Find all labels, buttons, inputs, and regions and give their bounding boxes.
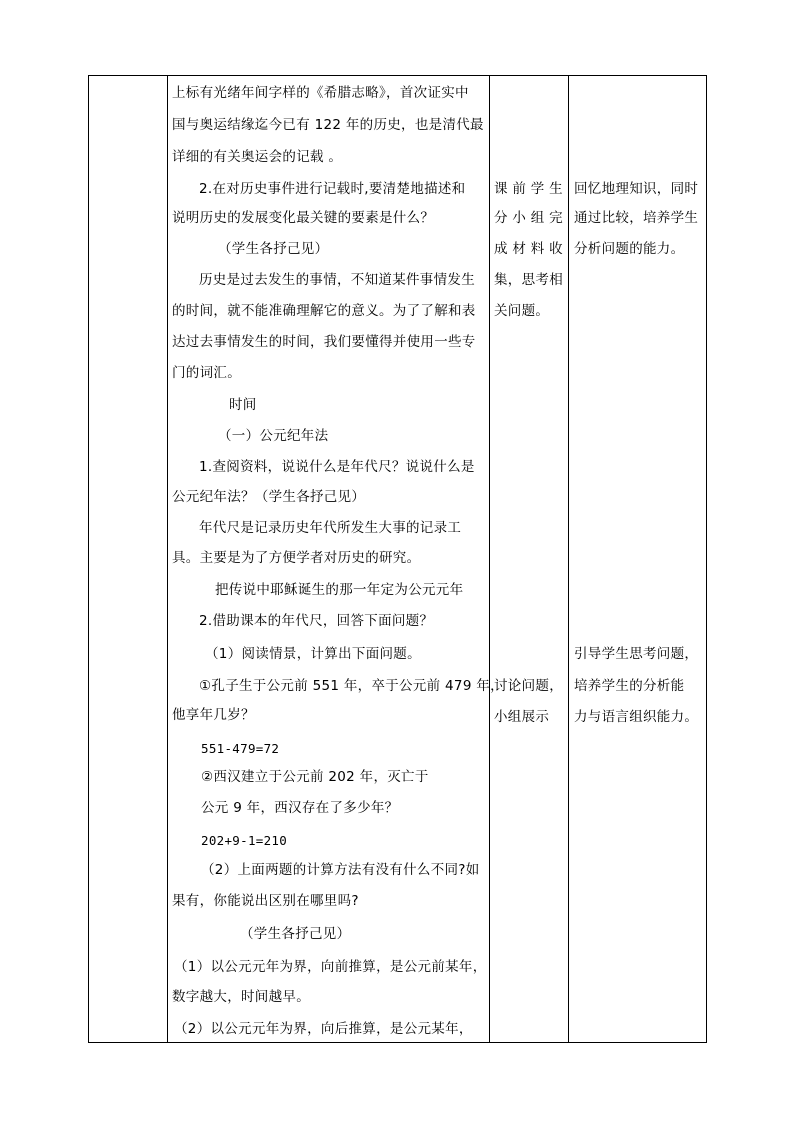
content-line: 他享年几岁？ [172, 707, 255, 723]
calculation-line: 551-479=72 [201, 741, 280, 756]
content-line: （2）上面两题的计算方法有没有什么不同?如 [201, 862, 480, 878]
column-divider-2 [489, 75, 490, 1043]
intent-line: 培养学生的分析能 [574, 678, 685, 694]
content-line: 果有，你能说出区别在哪里吗? [172, 893, 359, 909]
table-border-left [88, 75, 89, 1043]
content-line: （1）阅读情景，计算出下面问题。 [205, 646, 421, 662]
content-line: ②西汉建立于公元前 202 年，灭亡于 [201, 769, 429, 785]
activity-line: 关问题。 [494, 303, 550, 319]
activity-line: 成 材 料 收 [494, 241, 563, 257]
intent-line: 力与语言组织能力。 [574, 709, 699, 725]
table-bottom-border [88, 1042, 707, 1043]
content-line: 公元纪年法？（学生各抒己见） [172, 489, 366, 505]
intent-line: 回忆地理知识，同时 [574, 181, 699, 197]
content-line: 数字越大，时间越早。 [172, 989, 310, 1005]
activity-line: 集，思考相 [494, 272, 563, 288]
content-line: 历史是过去发生的事情，不知道某件事情发生 [199, 272, 475, 288]
content-line: ①孔子生于公元前 551 年，卒于公元前 479 年， [199, 678, 504, 694]
content-line: （2）以公元元年为界，向后推算，是公元某年， [174, 1021, 473, 1037]
content-line: 1.查阅资料，说说什么是年代尺？说说什么是 [199, 459, 475, 475]
content-line: 2.借助课本的年代尺，回答下面问题？ [199, 613, 434, 629]
section-heading: 时间 [229, 397, 257, 413]
content-line: 年代尺是记录历史年代所发生大事的记录工 [199, 520, 462, 536]
column-divider-1 [167, 75, 168, 1043]
content-line: 说明历史的发展变化最关键的要素是什么？ [172, 210, 435, 226]
table-border-right [706, 75, 707, 1043]
content-line: 把传说中耶稣诞生的那一年定为公元元年 [215, 582, 464, 598]
content-line: 门的词汇。 [172, 365, 241, 381]
activity-line: 课 前 学 生 [494, 181, 563, 197]
content-line: 2.在对历史事件进行记载时,要清楚地描述和 [199, 181, 466, 197]
content-line: 的时间，就不能准确理解它的意义。为了了解和表 [172, 303, 476, 319]
subsection-heading: （一）公元纪年法 [218, 428, 329, 444]
content-line: 上标有光绪年间字样的《希腊志略》，首次证实中 [172, 85, 469, 101]
content-line: （学生各抒己见） [240, 926, 351, 942]
activity-line: 讨论问题， [494, 678, 563, 694]
activity-line: 分 小 组 完 [494, 210, 563, 226]
content-line: 达过去事情发生的时间，我们要懂得并使用一些专 [172, 334, 476, 350]
content-line: 具。主要是为了方便学者对历史的研究。 [172, 550, 421, 566]
content-line: 详细的有关奥运会的记载 。 [172, 149, 343, 165]
content-line: （学生各抒己见） [218, 241, 329, 257]
activity-line: 小组展示 [494, 709, 550, 725]
table-top-border [88, 75, 707, 76]
content-line: 公元 9 年，西汉存在了多少年？ [201, 800, 399, 816]
intent-line: 引导学生思考问题， [574, 646, 699, 662]
calculation-line: 202+9-1=210 [201, 833, 288, 848]
content-line: （1）以公元元年为界，向前推算，是公元前某年， [174, 959, 487, 975]
intent-line: 通过比较，培养学生 [574, 210, 699, 226]
column-divider-3 [568, 75, 569, 1043]
content-line: 国与奥运结缘迄今已有 122 年的历史，也是清代最 [172, 117, 484, 133]
intent-line: 分析问题的能力。 [574, 241, 685, 257]
